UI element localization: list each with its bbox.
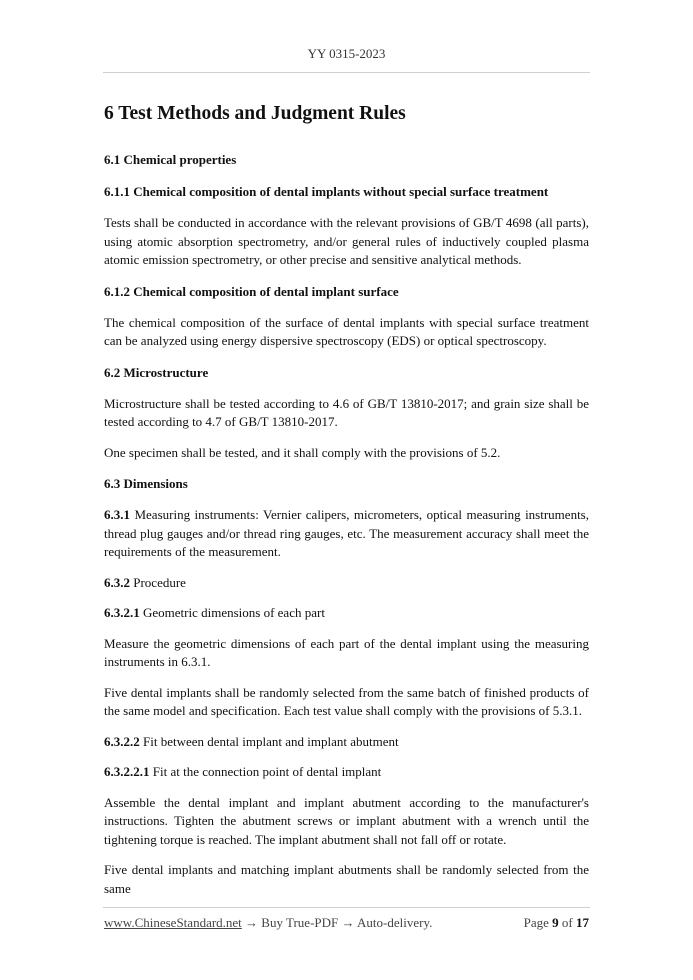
paragraph-6-3-2-2-1-a: Assemble the dental implant and implant abutment according to the manufacturer's instructions. Tighten the abutment screws or implant abutment with a wrench until the tightening torque is reached. The implant abutment shall not fall off or rotate. (104, 794, 589, 847)
site-link[interactable]: www.ChineseStandard.net (104, 915, 242, 930)
clause-text-6-3-2-2: Fit between dental implant and implant abutment (139, 733, 399, 749)
heading-6-1-2: 6.1.2 Chemical composition of dental implant surface (104, 283, 399, 299)
clause-text-6-3-1: Measuring instruments: Vernier calipers, micrometers, optical measuring instruments, thread plug gauges and/or thread ring gauges, etc. The measurement accuracy shall meet the requirements of the measurement. (104, 507, 589, 559)
paragraph-6-3-2-1 (104, 604, 589, 623)
paragraph-6-3-2-1-a: Measure the geometric dimensions of each part of the dental implant using the measuring instruments in 6.3.1. (104, 635, 589, 669)
paragraph-6-1-1: Tests shall be conducted in accordance with the relevant provisions of GB/T 4698 (all parts), using atomic absorption spectrometry, and/or general rules of inductively coupled plasma atomic emission spectrometry, or other precise and sensitive analytical methods. (104, 215, 589, 267)
clause-number-6-3-2-2: 6.3.2.2 (104, 733, 140, 749)
heading-6-1: 6.1 Chemical properties (104, 152, 237, 167)
clause-text-6-3-2-1: Geometric dimensions of each part (139, 605, 325, 620)
paragraph-6-2-b: One specimen shall be tested, and it shall comply with the provisions of 5.2. (104, 444, 501, 460)
page-label: Page (523, 915, 553, 930)
paragraph-6-3-2-2 (104, 733, 589, 752)
clause-text-6-3-2: Procedure (130, 574, 186, 590)
paragraph-6-3-1 (104, 506, 589, 562)
heading-6-2: 6.2 Microstructure (104, 364, 209, 380)
clause-number-6-3-1: 6.3.1 (104, 507, 130, 522)
footer-promo (104, 915, 432, 931)
clause-text-6-3-2-2-1: Fit at the connection point of dental implant (149, 764, 382, 779)
header-divider (103, 72, 590, 73)
paragraph-6-3-2-2-1 (104, 763, 589, 782)
page-content (104, 100, 589, 910)
page-header: YY 0315-2023 (307, 46, 386, 61)
paragraph-6-3-2-1-b: Five dental implants shall be randomly selected from the same batch of finished products of the same model and specification. Each test value shall comply with the provisions of 5.3.1. (104, 684, 589, 718)
heading-6-3: 6.3 Dimensions (104, 476, 188, 491)
paragraph-6-1-2: The chemical composition of the surface of dental implants with special surface treatment can be analyzed using energy dispersive spectroscopy (EDS) or optical spectroscopy. (104, 314, 589, 348)
paragraph-6-3-2 (104, 574, 589, 593)
footer-divider (103, 907, 590, 908)
clause-number-6-3-2-2-1: 6.3.2.2.1 (104, 764, 150, 779)
section-title: 6 Test Methods and Judgment Rules (104, 103, 406, 124)
clause-number-6-3-2-1: 6.3.2.1 (104, 605, 140, 620)
page-total: 17 (576, 915, 589, 930)
heading-6-1-1: 6.1.1 Chemical composition of dental implants without special surface treatment (104, 184, 549, 199)
paragraph-6-3-2-2-1-b: Five dental implants and matching implant abutments shall be randomly selected from the same (104, 862, 589, 896)
of-label: of (558, 915, 576, 930)
page-indicator (524, 915, 589, 931)
clause-number-6-3-2: 6.3.2 (104, 574, 130, 590)
page-number: 9 (552, 915, 559, 930)
footer-promo-text: → Buy True-PDF → Auto-delivery. (241, 915, 433, 930)
paragraph-6-2-a: Microstructure shall be tested according to 4.6 of GB/T 13810-2017; and grain size shall be tested according to 4.7 of GB/T 13810-2017. (104, 395, 589, 429)
